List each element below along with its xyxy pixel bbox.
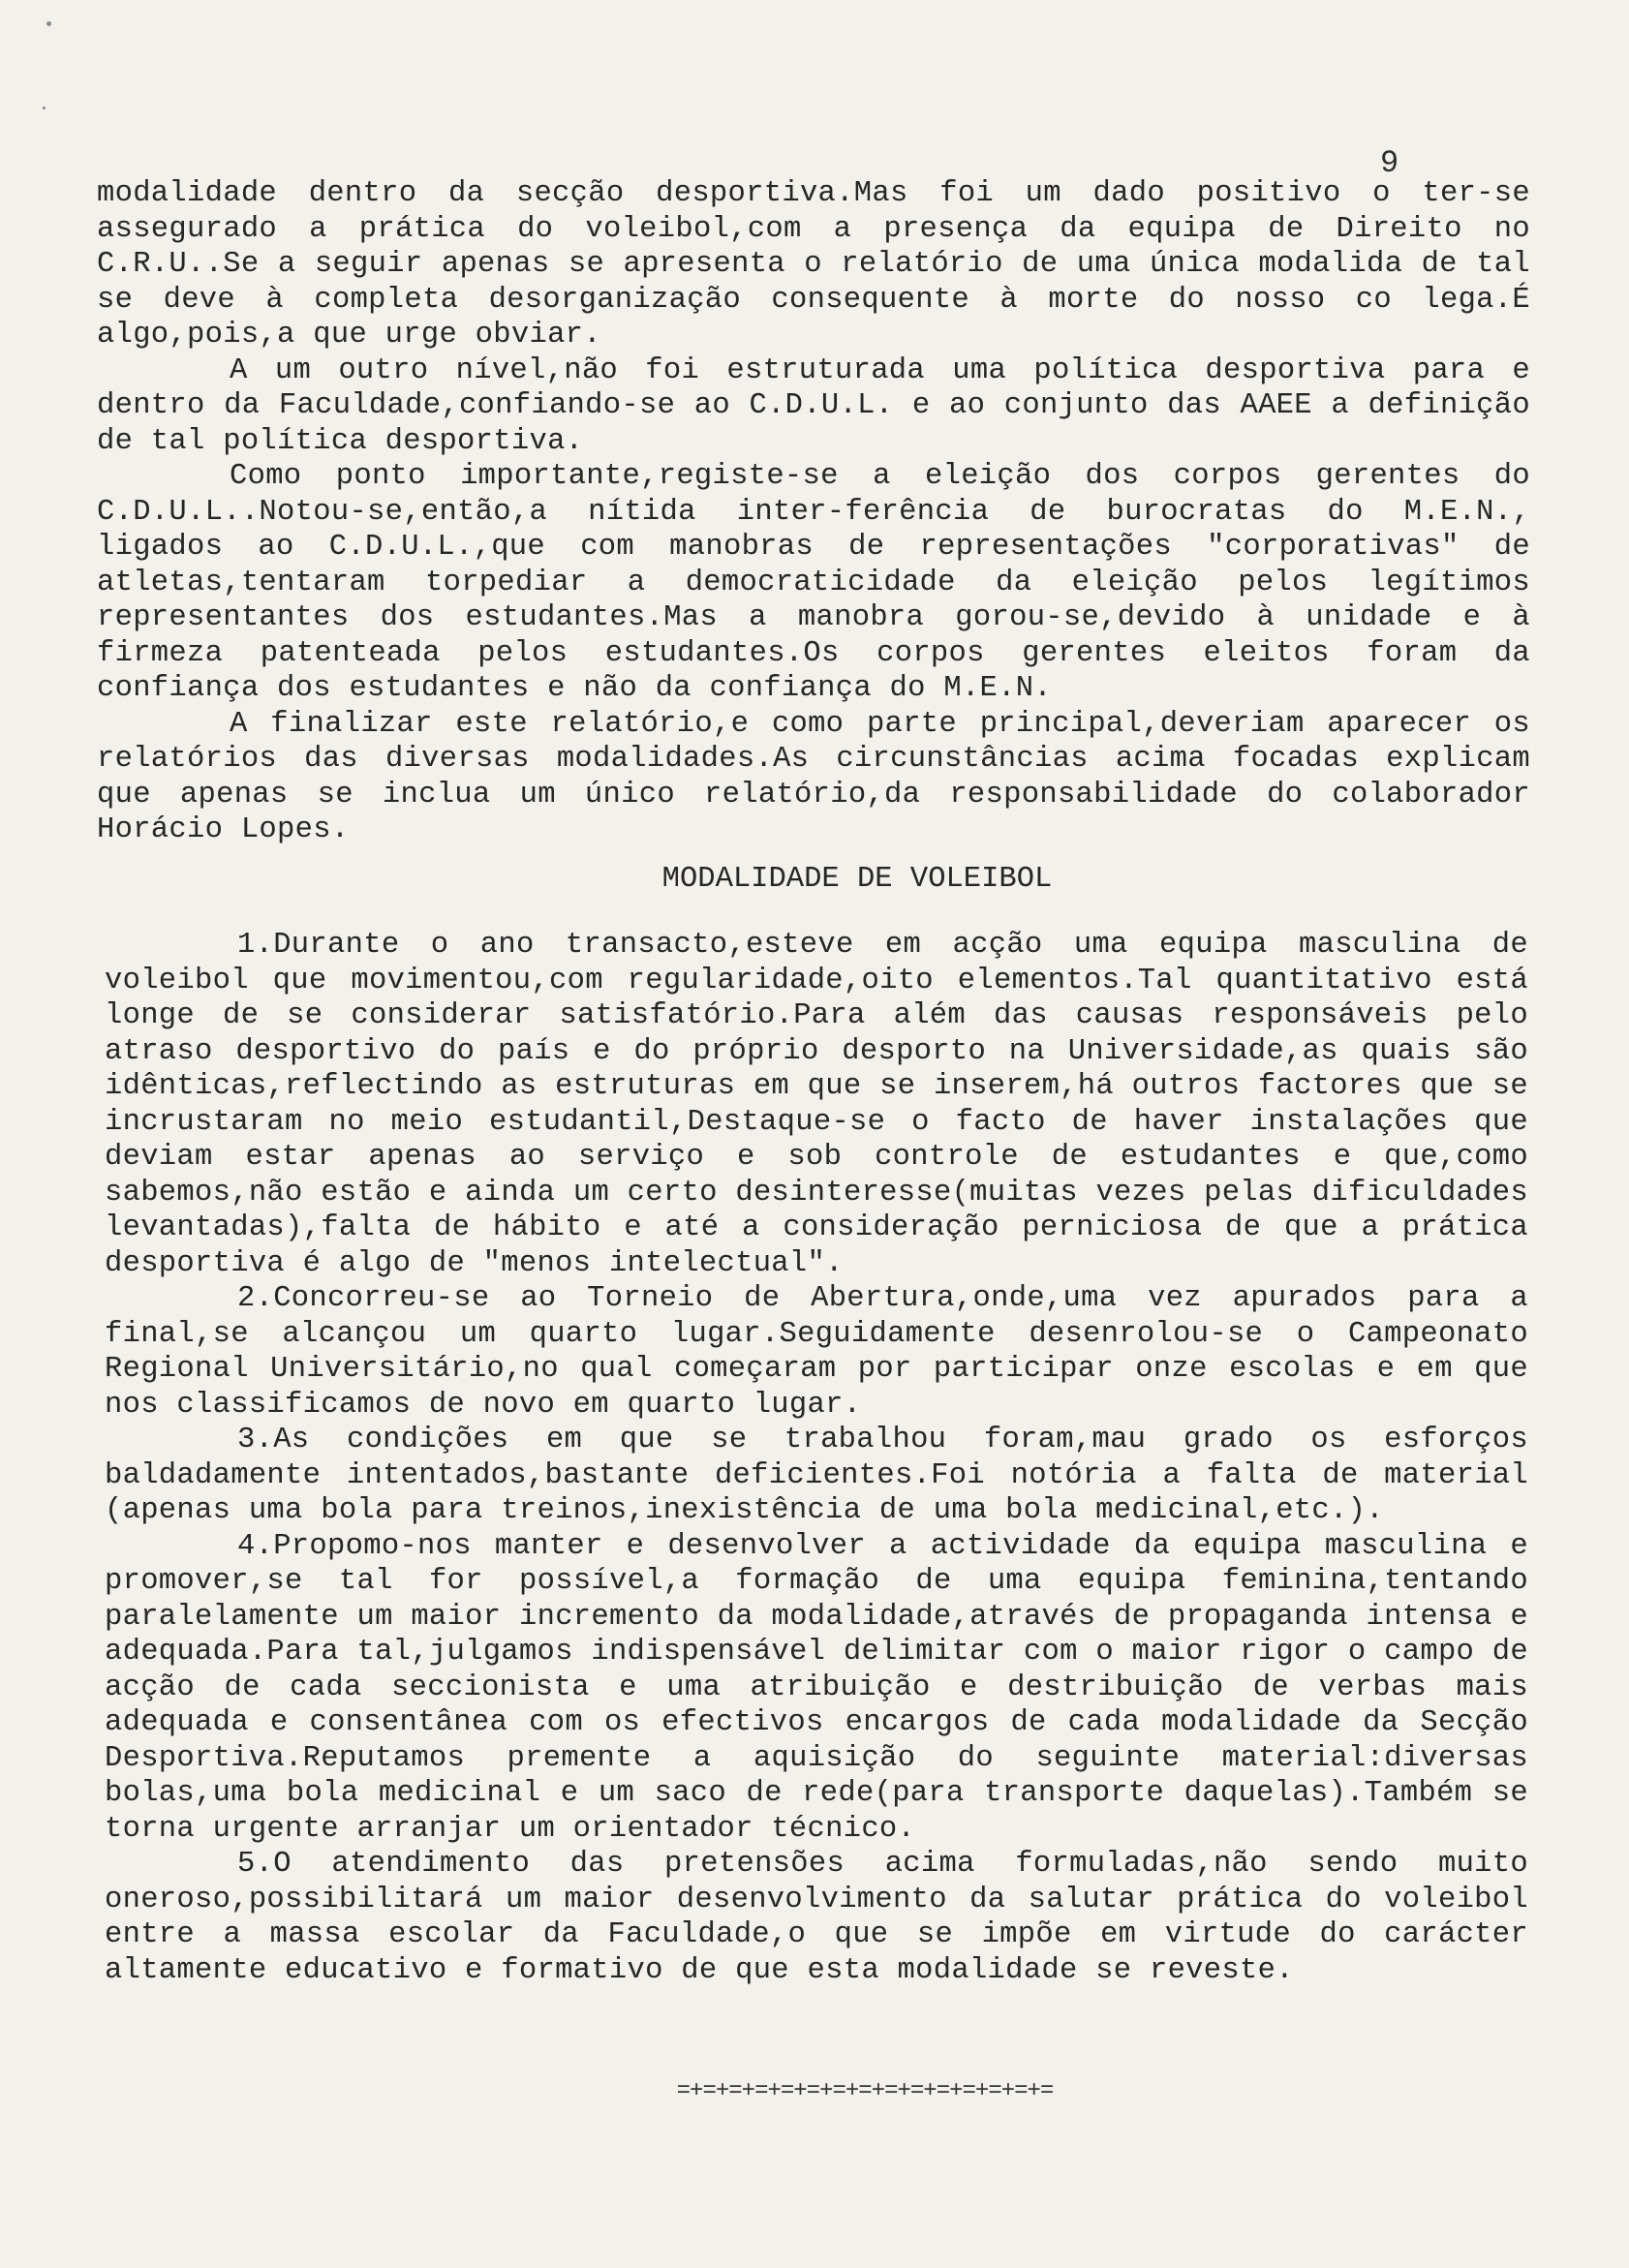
report-body-intro: [97, 176, 1530, 848]
body-paragraph: modalidade dentro da secção desportiva.Mas foi um dado positivo o ter-se assegurado a prática do voleibol,com a presença da equipa de Direito no C.R.U..Se a seguir apenas se apresenta o relatório de uma única modalida de tal se deve à completa desorganização consequente à morte do nosso co lega.É algo,pois,a que urge obviar.: [97, 177, 1530, 352]
page-number: 9: [1380, 145, 1399, 181]
numbered-paragraph: 5.O atendimento das pretensões acima formuladas,não sendo muito oneroso,possibilitará um maior desenvolvimento da salutar prática do voleibol entre a massa escolar da Faculdade,o que se impõe em virtude do carácter altamente educativo e formativo de que esta modalidade se reveste.: [105, 1848, 1528, 1987]
body-paragraph: A um outro nível,não foi estruturada uma política desportiva para e dentro da Faculdade,confiando-se ao C.D.U.L. e ao conjunto das AAEE a definição de tal política desportiva.: [97, 353, 1530, 458]
body-paragraph: Como ponto importante,registe-se a eleição dos corpos gerentes do C.D.U.L..Notou-se,então,a nítida inter-ferência de burocratas do M.E.N., ligados ao C.D.U.L.,que com manobras de representações "corporativas" de atletas,tentaram torpediar a democraticidade da eleição pelos legítimos representantes dos estudantes.Mas a manobra gorou-se,devido à unidade e à firmeza patenteada pelos estudantes.Os corpos gerentes eleitos foram da confiança dos estudantes e não da confiança do M.E.N.: [97, 460, 1530, 705]
margin-mark: [43, 107, 46, 109]
numbered-paragraph: 1.Durante o ano transacto,esteve em acção uma equipa masculina de voleibol que movimentou,com regularidade,oito elementos.Tal quantitativo está longe de se considerar satisfatório.Para além das causas responsáveis pelo atraso desportivo do país e do próprio desporto na Universidade,as quais são idênticas,reflectindo as estruturas em que se inserem,há outros factores que se incrustaram no meio estudantil,Destaque-se o facto de haver instalações que deviam estar apenas ao serviço e sob controle de estudantes e que,como sabemos,não estão e ainda um certo desinteresse(muitas vezes pelas dificuldades levantadas),falta de hábito e até a consideração perniciosa de que a prática desportiva é algo de "menos intelectual".: [105, 929, 1528, 1280]
closing-ornament: =+=+=+=+=+=+=+=+=+=+=+=+=+=+=: [676, 2078, 1054, 2104]
volleyball-report: [105, 928, 1528, 1988]
numbered-paragraph: 3.As condições em que se trabalhou foram,mau grado os esforços baldadamente intentados,bastante deficientes.Foi notória a falta de material (apenas uma bola para treinos,inexistência de uma bola medicinal,etc.).: [105, 1424, 1528, 1527]
numbered-paragraph: 4.Propomo-nos manter e desenvolver a actividade da equipa masculina e promover,se tal for possível,a formação de uma equipa feminina,tentando paralelamente um maior incremento da modalidade,através de propaganda intensa e adequada.Para tal,julgamos indispensável delimitar com o maior rigor o campo de acção de cada seccionista e uma atribuição e destribuição de verbas mais adequada e consentânea com os efectivos encargos de cada modalidade da Secção Desportiva.Reputamos premente a aquisição do seguinte material:diversas bolas,uma bola medicinal e um saco de rede(para transporte daquelas).Também se torna urgente arranjar um orientador técnico.: [105, 1529, 1528, 1846]
section-heading-wrapper: [0, 863, 1629, 896]
margin-mark: [46, 21, 51, 26]
numbered-paragraph: 2.Concorreu-se ao Torneio de Abertura,onde,uma vez apurados para a final,se alcançou um quarto lugar.Seguidamente desenrolou-se o Campeonato Regional Universitário,no qual começaram por participar onze escolas e em que nos classificamos de novo em quarto lugar.: [105, 1282, 1528, 1422]
body-paragraph: A finalizar este relatório,e como parte principal,deveriam aparecer os relatórios das diversas modalidades.As circunstâncias acima focadas explicam que apenas se inclua um único relatório,da responsabilidade do colaborador Horácio Lopes.: [97, 707, 1530, 846]
section-heading: MODALIDADE DE VOLEIBOL: [661, 863, 1053, 896]
closing-ornament-wrapper: [0, 2078, 1629, 2104]
